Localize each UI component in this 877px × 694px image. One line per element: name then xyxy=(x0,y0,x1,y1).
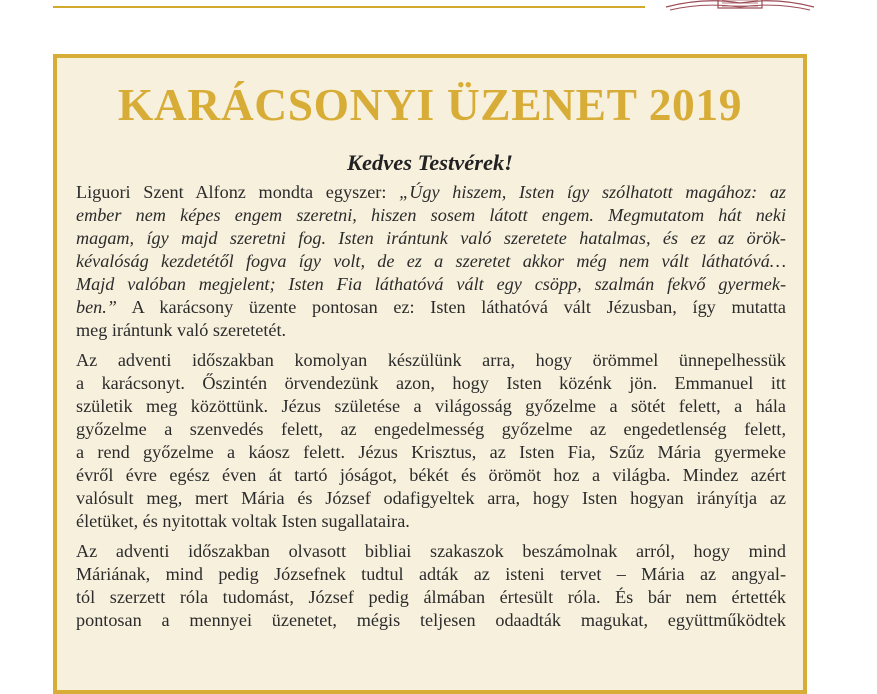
text-line: Máriának, mind pedig Józsefnek tudtul adták az isteni tervet – Mária az angyal- xyxy=(76,564,786,584)
quote-line: kévalóság kezdetétől fogva így volt, de ez a szeretet akkor még nem vált láthatóvá… xyxy=(76,251,786,271)
quote-line: magam, így majd szeretni fog. Isten irántunk való szeretete hatalmas, és ez az örök- xyxy=(76,228,786,248)
text-segment: Liguori Szent Alfonz mondta egyszer: xyxy=(76,182,400,202)
quote-line: ember nem képes engem szeretni, hiszen sosem látott engem. Megmutatom hát neki xyxy=(76,205,786,225)
paragraph-2 xyxy=(76,349,786,533)
text-line xyxy=(76,296,786,319)
text-segment: A karácsony üzente pontosan ez: Isten láthatóvá vált Jézusban, így mutatta xyxy=(116,297,786,317)
text-line xyxy=(76,181,786,204)
text-line: Az adventi időszakban olvasott bibliai szakaszok beszámolnak arról, hogy mind xyxy=(76,541,786,561)
text-line: évről évre egész éven át tartó jóságot, békét és örömöt hoz a világba. Mindez azért xyxy=(76,465,786,485)
text-line: életüket, és nyitottak voltak Isten sugallataira. xyxy=(76,511,410,531)
article-title: KARÁCSONYI ÜZENET 2019 xyxy=(117,79,743,130)
paragraph-3 xyxy=(76,540,786,632)
text-line: meg irántunk való szeretetét. xyxy=(76,320,287,340)
text-line: győzelme a szenvedés felett, az engedelmesség győzelme az engedetlenség felett, xyxy=(76,419,786,439)
text-line: a karácsonyt. Őszintén örvendezünk azon, hogy Isten közénk jön. Emmanuel itt xyxy=(76,373,786,393)
text-line: valósult meg, mert Mária és József odafigyeltek arra, hogy Isten hogyan irányítja az xyxy=(76,488,786,508)
paragraph-1 xyxy=(76,181,786,342)
quote-segment: ben.” xyxy=(76,297,117,317)
text-line: tól szerzett róla tudomást, József pedig álmában értesült róla. És bár nem értették xyxy=(76,587,786,607)
christmas-message-box xyxy=(53,54,807,694)
article-greeting: Kedves Testvérek! xyxy=(347,150,513,175)
header-rule xyxy=(53,6,645,8)
text-line: pontosan a mennyei üzenetet, mégis teljesen odaadták magukat, együttműködtek xyxy=(76,610,786,630)
article-body xyxy=(76,181,786,639)
quote-line: Majd valóban megjelent; Isten Fia láthatóvá vált egy csöpp, szalmán fekvő gyermek- xyxy=(76,274,786,294)
quote-segment: „Úgy hiszem, Isten így szólhatott magához: az xyxy=(399,182,786,202)
text-line: a rend győzelme a káosz felett. Jézus Krisztus, az Isten Fia, Szűz Mária gyermeke xyxy=(76,442,786,462)
book-emblem-icon xyxy=(664,0,816,12)
text-line: Az adventi időszakban komolyan készülünk arra, hogy örömmel ünnepelhessük xyxy=(76,350,786,370)
text-line: születik meg közöttünk. Jézus születése a világosság győzelme a sötét felett, a hála xyxy=(76,396,786,416)
